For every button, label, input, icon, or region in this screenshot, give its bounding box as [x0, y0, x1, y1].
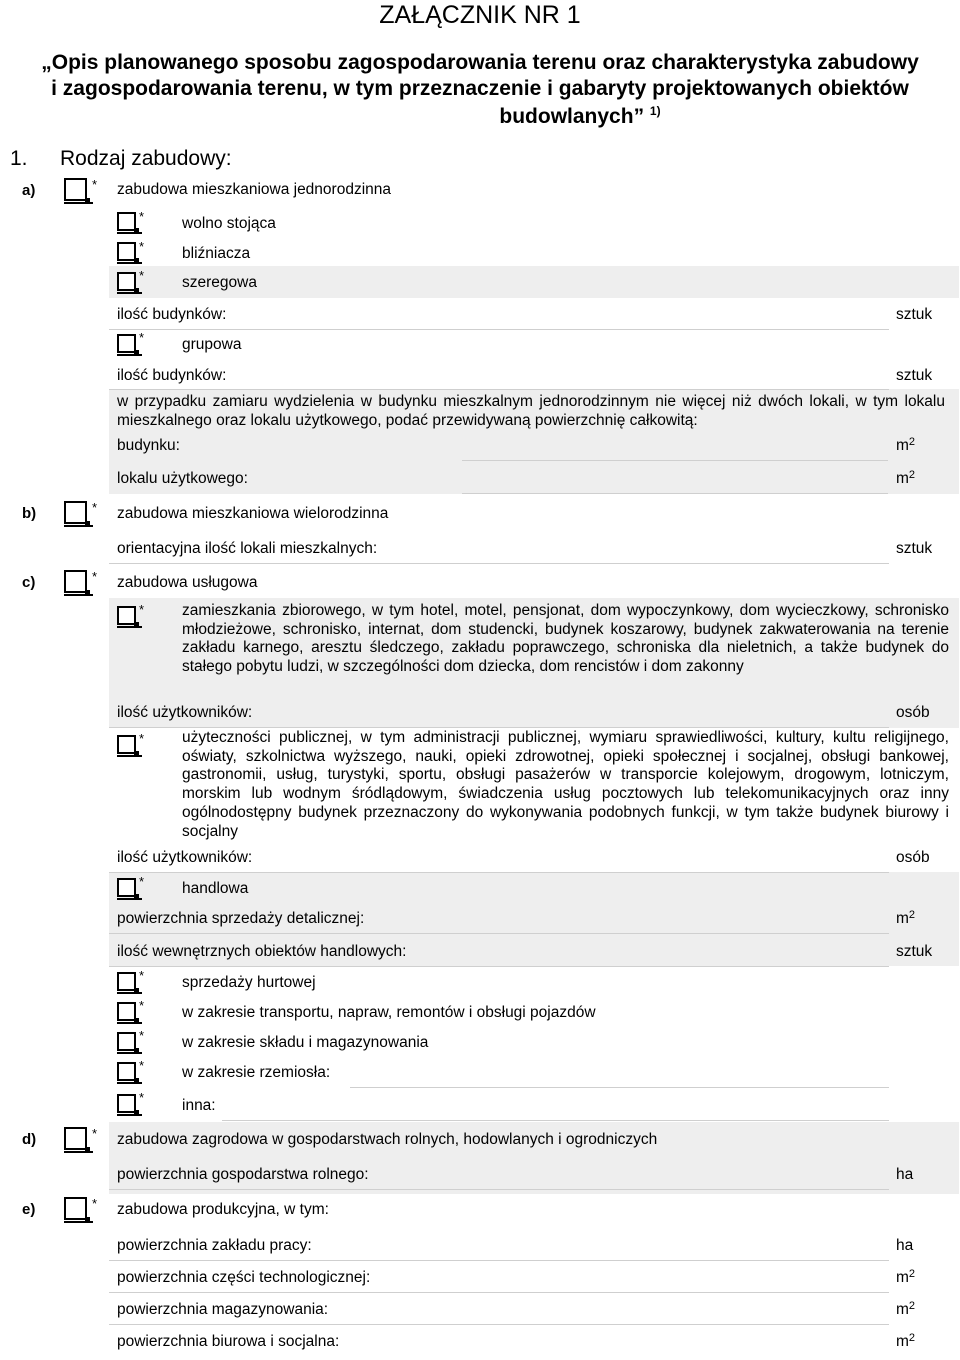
checkbox-szeregowa[interactable]: [117, 272, 136, 291]
unit-sztuk-obiektow: sztuk: [896, 943, 933, 960]
label-powierzchnia-biurowa: powierzchnia biurowa i socjalna:: [117, 1333, 340, 1350]
input-line-magazynowania[interactable]: [109, 1324, 889, 1325]
input-line-gospodarstwa[interactable]: [109, 1189, 889, 1190]
label-sklad: w zakresie składu i magazynowania: [182, 1034, 429, 1051]
section-e-label: zabudowa produkcyjna, w tym:: [117, 1201, 329, 1218]
asterisk: *: [92, 1196, 98, 1211]
asterisk: *: [139, 330, 145, 345]
checkbox-wolno-stojaca[interactable]: [117, 212, 136, 231]
asterisk: *: [139, 731, 145, 746]
input-line-obiektow[interactable]: [109, 966, 889, 967]
section-a-label: zabudowa mieszkaniowa jednorodzinna: [117, 181, 392, 198]
unit-sztuk-b: sztuk: [896, 540, 933, 557]
unit-m2-sprzedazy: $m^2$: [896, 909, 916, 927]
section-d-letter: d): [22, 1131, 37, 1148]
heading-line-3: budowlanych” $^{1)}$: [499, 104, 661, 128]
label-wolno-stojaca: wolno stojąca: [182, 215, 276, 232]
section-e-letter: e): [22, 1201, 36, 1218]
label-grupowa: grupowa: [182, 336, 242, 353]
asterisk: *: [139, 1090, 145, 1105]
asterisk: *: [92, 1126, 98, 1141]
note-text: w przypadku zamiaru wydzielenia w budynku mieszkalnym jednorodzinnym nie więcej niż dwóch lokali, w tym lokalu mieszkalnego oraz lokalu użytkowego, podać przewidywaną powierzchnię całkowitą:: [117, 393, 945, 429]
section-1-header: 1. Rodzaj zabudowy:: [10, 147, 232, 170]
unit-osob-2: osób: [896, 849, 930, 866]
unit-ha-e: ha: [896, 1237, 914, 1254]
input-line-uzytkownikow-2[interactable]: [109, 872, 889, 873]
unit-m2-mag: $m^2$: [896, 1300, 916, 1318]
asterisk: *: [92, 500, 98, 515]
input-line-technologicznej[interactable]: [109, 1292, 889, 1293]
checkbox-b[interactable]: [64, 501, 87, 524]
label-inna: inna:: [182, 1097, 216, 1114]
page-title: ZAŁĄCZNIK NR 1: [379, 1, 581, 29]
checkbox-blizniacza[interactable]: [117, 242, 136, 261]
unit-m2-lokalu: $m^2$: [896, 469, 916, 487]
input-line-sprzedazy[interactable]: [109, 933, 889, 934]
label-ilosc-budynkow-2: ilość budynków:: [117, 367, 227, 384]
checkbox-zamieszkania-zbiorowego[interactable]: [117, 606, 136, 625]
checkbox-a[interactable]: [64, 178, 87, 201]
label-powierzchnia-sprzedazy: powierzchnia sprzedaży detalicznej:: [117, 910, 365, 927]
text-uzytecznosci-publicznej: użyteczności publicznej, w tym administracji publicznej, wymiaru sprawiedliwości, kultury, kultu religijnego, oświaty, szkolnictwa wyższego, nauki, opieki zdrowotnej, opieki społecznej i socjalnej, obsługi bankowej, gastronomii, usług, turystyki, sportu, obsługi pasażerów w transporcie kolejowym, drogowym, lotniczym, morskim lub wodnym śródlądowym, świadczenia usług pocztowych lub telekomunikacyjnych oraz inny ogólnodostępny budynek przeznaczony do wykonywania podobnych funkcji, w tym także budynek biurowy i socjalny: [182, 729, 949, 840]
checkbox-grupowa[interactable]: [117, 334, 136, 353]
checkbox-transport[interactable]: [117, 1002, 136, 1021]
checkbox-sklad[interactable]: [117, 1032, 136, 1051]
input-line-budynku[interactable]: [462, 460, 888, 461]
label-ilosc-obiektow: ilość wewnętrznych obiektów handlowych:: [117, 943, 407, 960]
label-powierzchnia-magazynowania: powierzchnia magazynowania:: [117, 1301, 329, 1318]
input-line-orientacyjna[interactable]: [109, 563, 889, 564]
label-ilosc-uzytkownikow-1: ilość użytkowników:: [117, 704, 253, 721]
section-c-letter: c): [22, 574, 36, 591]
asterisk: *: [92, 569, 98, 584]
unit-sztuk-2: sztuk: [896, 367, 933, 384]
label-sprzedazy-hurtowej: sprzedaży hurtowej: [182, 974, 316, 991]
checkbox-c[interactable]: [64, 570, 87, 593]
label-powierzchnia-gospodarstwa: powierzchnia gospodarstwa rolnego:: [117, 1166, 369, 1183]
footnote-ref: 1): [649, 104, 661, 118]
section-b-label: zabudowa mieszkaniowa wielorodzinna: [117, 505, 389, 522]
checkbox-handlowa[interactable]: [117, 878, 136, 897]
label-handlowa: handlowa: [182, 880, 249, 897]
label-rzemiosla: w zakresie rzemiosła:: [182, 1064, 331, 1081]
label-blizniacza: bliźniacza: [182, 245, 251, 262]
input-line-inna[interactable]: [222, 1120, 889, 1121]
checkbox-uzytecznosci-publicznej[interactable]: [117, 735, 136, 754]
heading-line-1: „Opis planowanego sposobu zagospodarowania terenu oraz charakterystyka zabudowy: [41, 51, 919, 74]
asterisk: *: [92, 177, 98, 192]
unit-m2-biur: $m^2$: [896, 1332, 916, 1350]
label-transport: w zakresie transportu, napraw, remontów i obsługi pojazdów: [182, 1004, 596, 1021]
unit-m2-budynku: $m^2$: [896, 436, 916, 454]
asterisk: *: [139, 1028, 145, 1043]
unit-sztuk-1: sztuk: [896, 306, 933, 323]
unit-m2-tech: $m^2$: [896, 1268, 916, 1286]
asterisk: *: [139, 1058, 145, 1073]
unit-osob-1: osób: [896, 704, 930, 721]
heading-line-2: i zagospodarowania terenu, w tym przeznaczenie i gabaryty projektowanych obiektów: [51, 77, 909, 100]
label-powierzchnia-zakladu: powierzchnia zakładu pracy:: [117, 1237, 312, 1254]
label-ilosc-uzytkownikow-2: ilość użytkowników:: [117, 849, 253, 866]
section-b-letter: b): [22, 505, 37, 522]
input-line-ilosc-2[interactable]: [109, 389, 889, 390]
asterisk: *: [139, 874, 145, 889]
label-szeregowa: szeregowa: [182, 274, 257, 291]
label-lokalu-uzytkowego: lokalu użytkowego:: [117, 470, 248, 487]
input-line-rzemiosla[interactable]: [350, 1087, 889, 1088]
label-ilosc-budynkow-1: ilość budynków:: [117, 306, 227, 323]
asterisk: *: [139, 968, 145, 983]
section-d-label: zabudowa zagrodowa w gospodarstwach rolnych, hodowlanych i ogrodniczych: [117, 1131, 658, 1148]
asterisk: *: [139, 268, 145, 283]
input-line-lokalu[interactable]: [462, 493, 888, 494]
input-line-ilosc-1[interactable]: [109, 329, 889, 330]
checkbox-inna[interactable]: [117, 1094, 136, 1113]
text-zamieszkania-zbiorowego: zamieszkania zbiorowego, w tym hotel, motel, pensjonat, dom wypoczynkowy, dom wycieczkowy, schronisko młodzieżowe, schronisko, internat, dom studencki, budynek koszarowy, budynek zakwaterowania na terenie zakładu karnego, aresztu śledczego, zakładu poprawczego, schroniska dla nieletnich, a także budynek do stałego pobytu ludzi, w szczególności dom dziecka, dom rencistów i dom zakonny: [182, 602, 949, 676]
checkbox-sprzedazy-hurtowej[interactable]: [117, 972, 136, 991]
asterisk: *: [139, 209, 145, 224]
unit-ha-d: ha: [896, 1166, 914, 1183]
section-a-letter: a): [22, 182, 36, 199]
asterisk: *: [139, 998, 145, 1013]
checkbox-d[interactable]: [64, 1127, 87, 1150]
asterisk: *: [139, 602, 145, 617]
label-powierzchnia-technologicznej: powierzchnia części technologicznej:: [117, 1269, 371, 1286]
asterisk: *: [139, 239, 145, 254]
input-line-uzytkownikow-1[interactable]: [109, 727, 889, 728]
section-c-label: zabudowa usługowa: [117, 574, 258, 591]
label-budynku: budynku:: [117, 437, 180, 454]
checkbox-rzemiosla[interactable]: [117, 1062, 136, 1081]
label-orientacyjna-ilosc: orientacyjna ilość lokali mieszkalnych:: [117, 540, 378, 557]
input-line-zakladu[interactable]: [109, 1260, 889, 1261]
checkbox-e[interactable]: [64, 1197, 87, 1220]
